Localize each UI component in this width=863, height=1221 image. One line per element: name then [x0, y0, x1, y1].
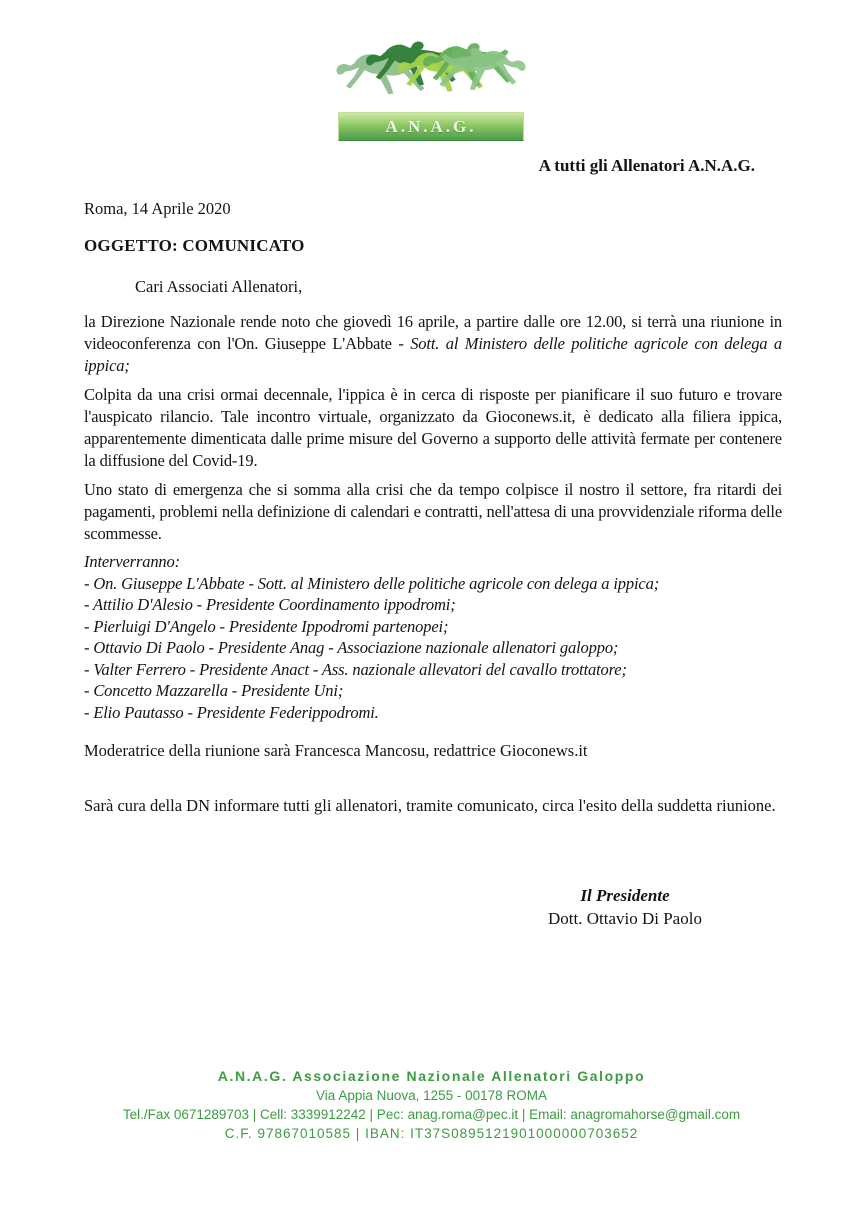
letterhead-footer — [0, 1066, 863, 1143]
footer-org-name: A.N.A.G. Associazione Nazionale Allenatori Galoppo — [217, 1068, 646, 1084]
paragraph-text: la Direzione Nazionale rende noto che giovedì 16 aprile, a partire dalle ore 12.00, si terrà una riunione in videoconferenza con l'On. Giuseppe L'Abbate - — [84, 312, 782, 353]
paragraph-crisis-context: Colpita da una crisi ormai decennale, l'ippica è in cerca di risposte per pianificare il suo futuro e trovare l'auspicato rilancio. Tale incontro virtuale, organizzato da Gioconews.it, è dedicato alla filiera ippica, apparentemente dimenticata dalle prime misure del Governo a supporto delle attività fermate per contenere la diffusione del Covid-19. — [84, 385, 782, 470]
footer-fiscal-iban: C.F. 97867010585 | IBAN: IT37S0895121901000000703652 — [224, 1126, 639, 1141]
list-item: - On. Giuseppe L'Abbate - Sott. al Ministero delle politiche agricole con delega a ippica; — [84, 573, 660, 593]
list-item: - Concetto Mazzarella - Presidente Uni; — [84, 681, 344, 700]
paragraph-meeting-announcement — [84, 311, 782, 377]
list-item: - Valter Ferrero - Presidente Anact - Ass. nazionale allevatori del cavallo trottatore; — [84, 659, 627, 679]
signature-role: Il Presidente — [580, 886, 670, 905]
paragraph-emergency: Uno stato di emergenza che si somma alla crisi che da tempo colpisce il nostro il settore, fra ritardi dei pagamenti, problemi nella definizione di calendari e contratti, nell'attesa di una provvidenziale riforma delle scommesse. — [84, 480, 782, 543]
list-item: - Ottavio Di Paolo - Presidente Anag - Associazione nazionale allenatori galoppo; — [84, 638, 619, 657]
logo-banner — [338, 112, 524, 141]
salutation: Cari Associati Allenatori, — [135, 277, 303, 296]
subject-line: OGGETTO: COMUNICATO — [84, 236, 305, 255]
signature-name: Dott. Ottavio Di Paolo — [548, 909, 702, 928]
date-line: Roma, 14 Aprile 2020 — [84, 199, 231, 218]
racing-horses-icon — [333, 26, 529, 112]
speakers-heading: Interverranno: — [84, 552, 180, 571]
footer-contacts: Tel./Fax 0671289703 | Cell: 3339912242 | Pec: anag.roma@pec.it | Email: anagromahorse@gmail.com — [122, 1107, 741, 1122]
list-item: - Elio Pautasso - Presidente Federippodromi. — [84, 702, 379, 722]
minister-title-italic: Sott. al Ministero delle politiche agricole con delega a ippica; — [84, 334, 782, 375]
signature-block — [505, 884, 745, 930]
footer-address: Via Appia Nuova, 1255 - 00178 ROMA — [316, 1088, 547, 1103]
speakers-section — [84, 551, 782, 723]
anag-logo — [333, 26, 529, 142]
list-item: - Pierluigi D'Angelo - Presidente Ippodromi partenopei; — [84, 616, 449, 636]
addressee-line: A tutti gli Allenatori A.N.A.G. — [538, 156, 755, 175]
closing-line: Sarà cura della DN informare tutti gli allenatori, tramite comunicato, circa l'esito della suddetta riunione. — [84, 796, 776, 815]
logo-acronym: A.N.A.G. — [385, 116, 477, 136]
list-item: - Attilio D'Alesio - Presidente Coordinamento ippodromi; — [84, 595, 456, 614]
moderator-line: Moderatrice della riunione sarà Francesca Mancosu, redattrice Gioconews.it — [84, 741, 588, 760]
